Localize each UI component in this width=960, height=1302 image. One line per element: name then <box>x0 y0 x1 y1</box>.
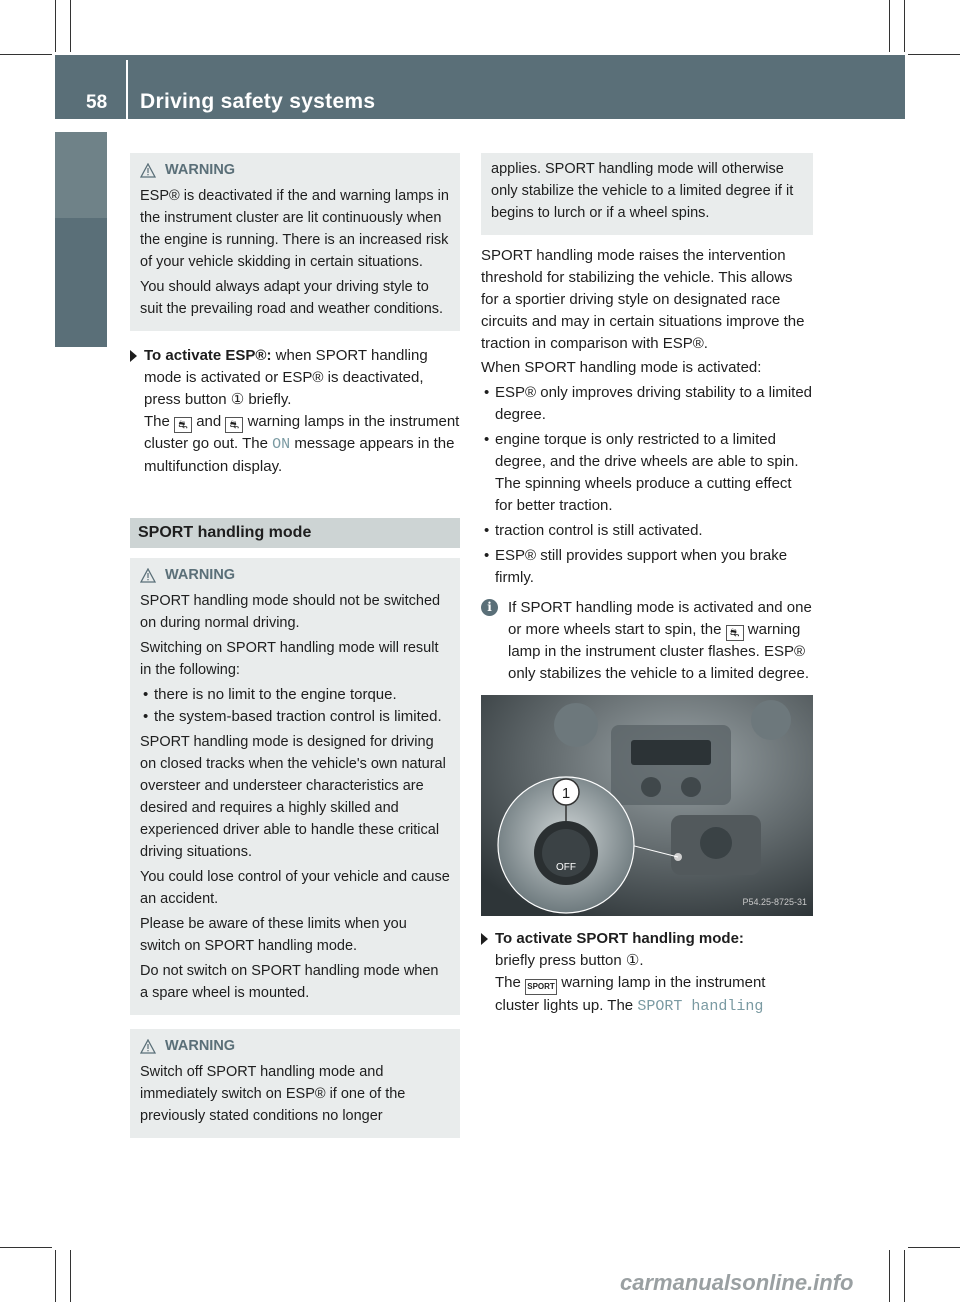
crop-mark <box>889 1250 890 1302</box>
crop-mark <box>0 54 52 55</box>
crop-mark <box>55 0 56 52</box>
warning-box-2 <box>130 558 460 1015</box>
crop-mark <box>70 0 71 52</box>
warning-heading <box>140 1035 450 1057</box>
info-text: If SPORT handling mode is activated and one or more wheels start to spin, the <box>508 599 812 638</box>
warning-text: applies. SPORT handling mode will otherwise only stabilize the vehicle to a limited degree if it begins to lurch or if a wheel spins. <box>491 161 794 221</box>
warning-box-1 <box>130 153 460 331</box>
body-paragraph: SPORT handling mode raises the intervention threshold for stabilizing the vehicle. This allows for a sportier driving style on designated race circuits and may in certain situations improve the traction in comparison with ESP®. <box>481 247 805 352</box>
list-item: • ESP® still provides support when you brake firmly. <box>481 545 813 589</box>
page-title: Driving safety systems <box>140 90 376 113</box>
crop-mark <box>70 1250 71 1302</box>
warning-triangle-icon <box>140 568 156 583</box>
list-item: • the system-based traction control is limited. <box>140 706 450 728</box>
page-number: 58 <box>86 92 108 113</box>
step-text: when SPORT handling mode is activated or ESP® is deactivated, press button ① briefly. <box>144 347 428 408</box>
warning-text: SPORT handling mode should not be switched on during normal driving. <box>140 593 441 631</box>
step-text: briefly press button ①. <box>495 952 644 969</box>
warning-box-continued <box>481 153 813 235</box>
step-text: warning lamp in the instrument cluster lights up. The <box>495 974 766 1014</box>
crop-mark <box>904 1250 905 1302</box>
warning-text: Do not switch on SPORT handling mode when a spare wheel is mounted. <box>140 963 439 1001</box>
info-note <box>481 597 813 685</box>
warning-text: Please be aware of these limits when you switch on SPORT handling mode. <box>140 916 407 954</box>
step-arrow-icon <box>130 350 137 362</box>
list-item: • engine torque is only restricted to a limited degree, and the drive wheels are able to spin. The spinning wheels produce a cutting effect for better traction. <box>481 429 813 517</box>
list-item: • there is no limit to the engine torque. <box>140 684 450 706</box>
warning-text: ESP® is deactivated if the and warning lamps in the instrument cluster are lit continuously when the engine is running. There is an increased risk of your vehicle skidding in certain situations. <box>140 188 449 270</box>
side-tab-label: Safety <box>11 250 32 308</box>
photo-caption: P54.25-8725-31 <box>742 897 807 907</box>
side-tab-accent <box>55 132 107 218</box>
warning-bullet-list <box>140 684 450 728</box>
step-text: and <box>196 413 222 430</box>
step-text: The <box>495 974 521 991</box>
dashboard-illustration <box>481 695 813 916</box>
bullet-list <box>481 382 813 589</box>
warning-text: You could lose control of your vehicle and cause an accident. <box>140 869 450 907</box>
body-paragraph: When SPORT handling mode is activated: <box>481 359 762 376</box>
crop-mark <box>908 54 960 55</box>
right-column <box>481 153 813 1018</box>
step-text: The <box>144 413 170 430</box>
button-off-label: OFF <box>556 862 576 873</box>
step-title: To activate ESP®: <box>144 347 272 364</box>
dashboard-photo <box>481 695 813 916</box>
warning-label: WARNING <box>165 567 236 583</box>
warning-heading <box>140 159 450 181</box>
info-icon: i <box>481 599 498 616</box>
warning-text: SPORT handling mode is designed for driving on closed tracks when the vehicle's own natural oversteer and understeer characteristics are desired and requires a highly skilled and experienced driver able to handle these critical driving situations. <box>140 734 446 860</box>
side-tab <box>55 132 107 347</box>
crop-mark <box>889 0 890 52</box>
warning-text: Switch off SPORT handling mode and immediately switch on ESP® if one of the previously stated conditions no longer <box>140 1064 406 1124</box>
step-arrow-icon <box>481 933 488 945</box>
instruction-step <box>130 345 460 478</box>
warning-triangle-icon <box>140 163 156 178</box>
step-title: To activate SPORT handling mode: <box>495 930 744 947</box>
crop-mark <box>55 1250 56 1302</box>
list-item: • ESP® only improves driving stability to a limited degree. <box>481 382 813 426</box>
sport-lamp-icon: SPORT <box>525 979 557 995</box>
section-heading: SPORT handling mode <box>130 518 460 548</box>
display-message: ON <box>272 436 291 453</box>
crop-mark <box>904 0 905 52</box>
display-message: SPORT handling <box>637 998 764 1015</box>
list-item: • traction control is still activated. <box>481 520 813 542</box>
esp-off-lamp-icon: ⛐ <box>225 417 243 433</box>
warning-text: Switching on SPORT handling mode will result in the following: <box>140 640 439 678</box>
info-text: warning lamp in the instrument cluster flashes. ESP® only stabilizes the vehicle to a limited degree. <box>508 621 809 682</box>
step-text: message appears in the multifunction display. <box>144 435 455 475</box>
warning-text: You should always adapt your driving style to suit the prevailing road and weather conditions. <box>140 279 444 317</box>
warning-label: WARNING <box>165 1038 236 1054</box>
instruction-step <box>481 928 813 1018</box>
crop-mark <box>0 1247 52 1248</box>
warning-box-3 <box>130 1029 460 1138</box>
esp-warning-lamp-icon: ⛐ <box>174 417 192 433</box>
warning-label: WARNING <box>165 162 236 178</box>
footer-watermark: carmanualsonline.info <box>620 1270 854 1295</box>
warning-heading <box>140 564 450 586</box>
crop-mark <box>908 1247 960 1248</box>
esp-warning-lamp-icon: ⛐ <box>726 625 744 641</box>
callout-number: 1 <box>561 785 571 802</box>
header-divider <box>126 60 128 119</box>
left-column <box>130 153 460 1138</box>
warning-triangle-icon <box>140 1039 156 1054</box>
step-text: warning lamps in the instrument cluster go out. The <box>144 413 460 452</box>
